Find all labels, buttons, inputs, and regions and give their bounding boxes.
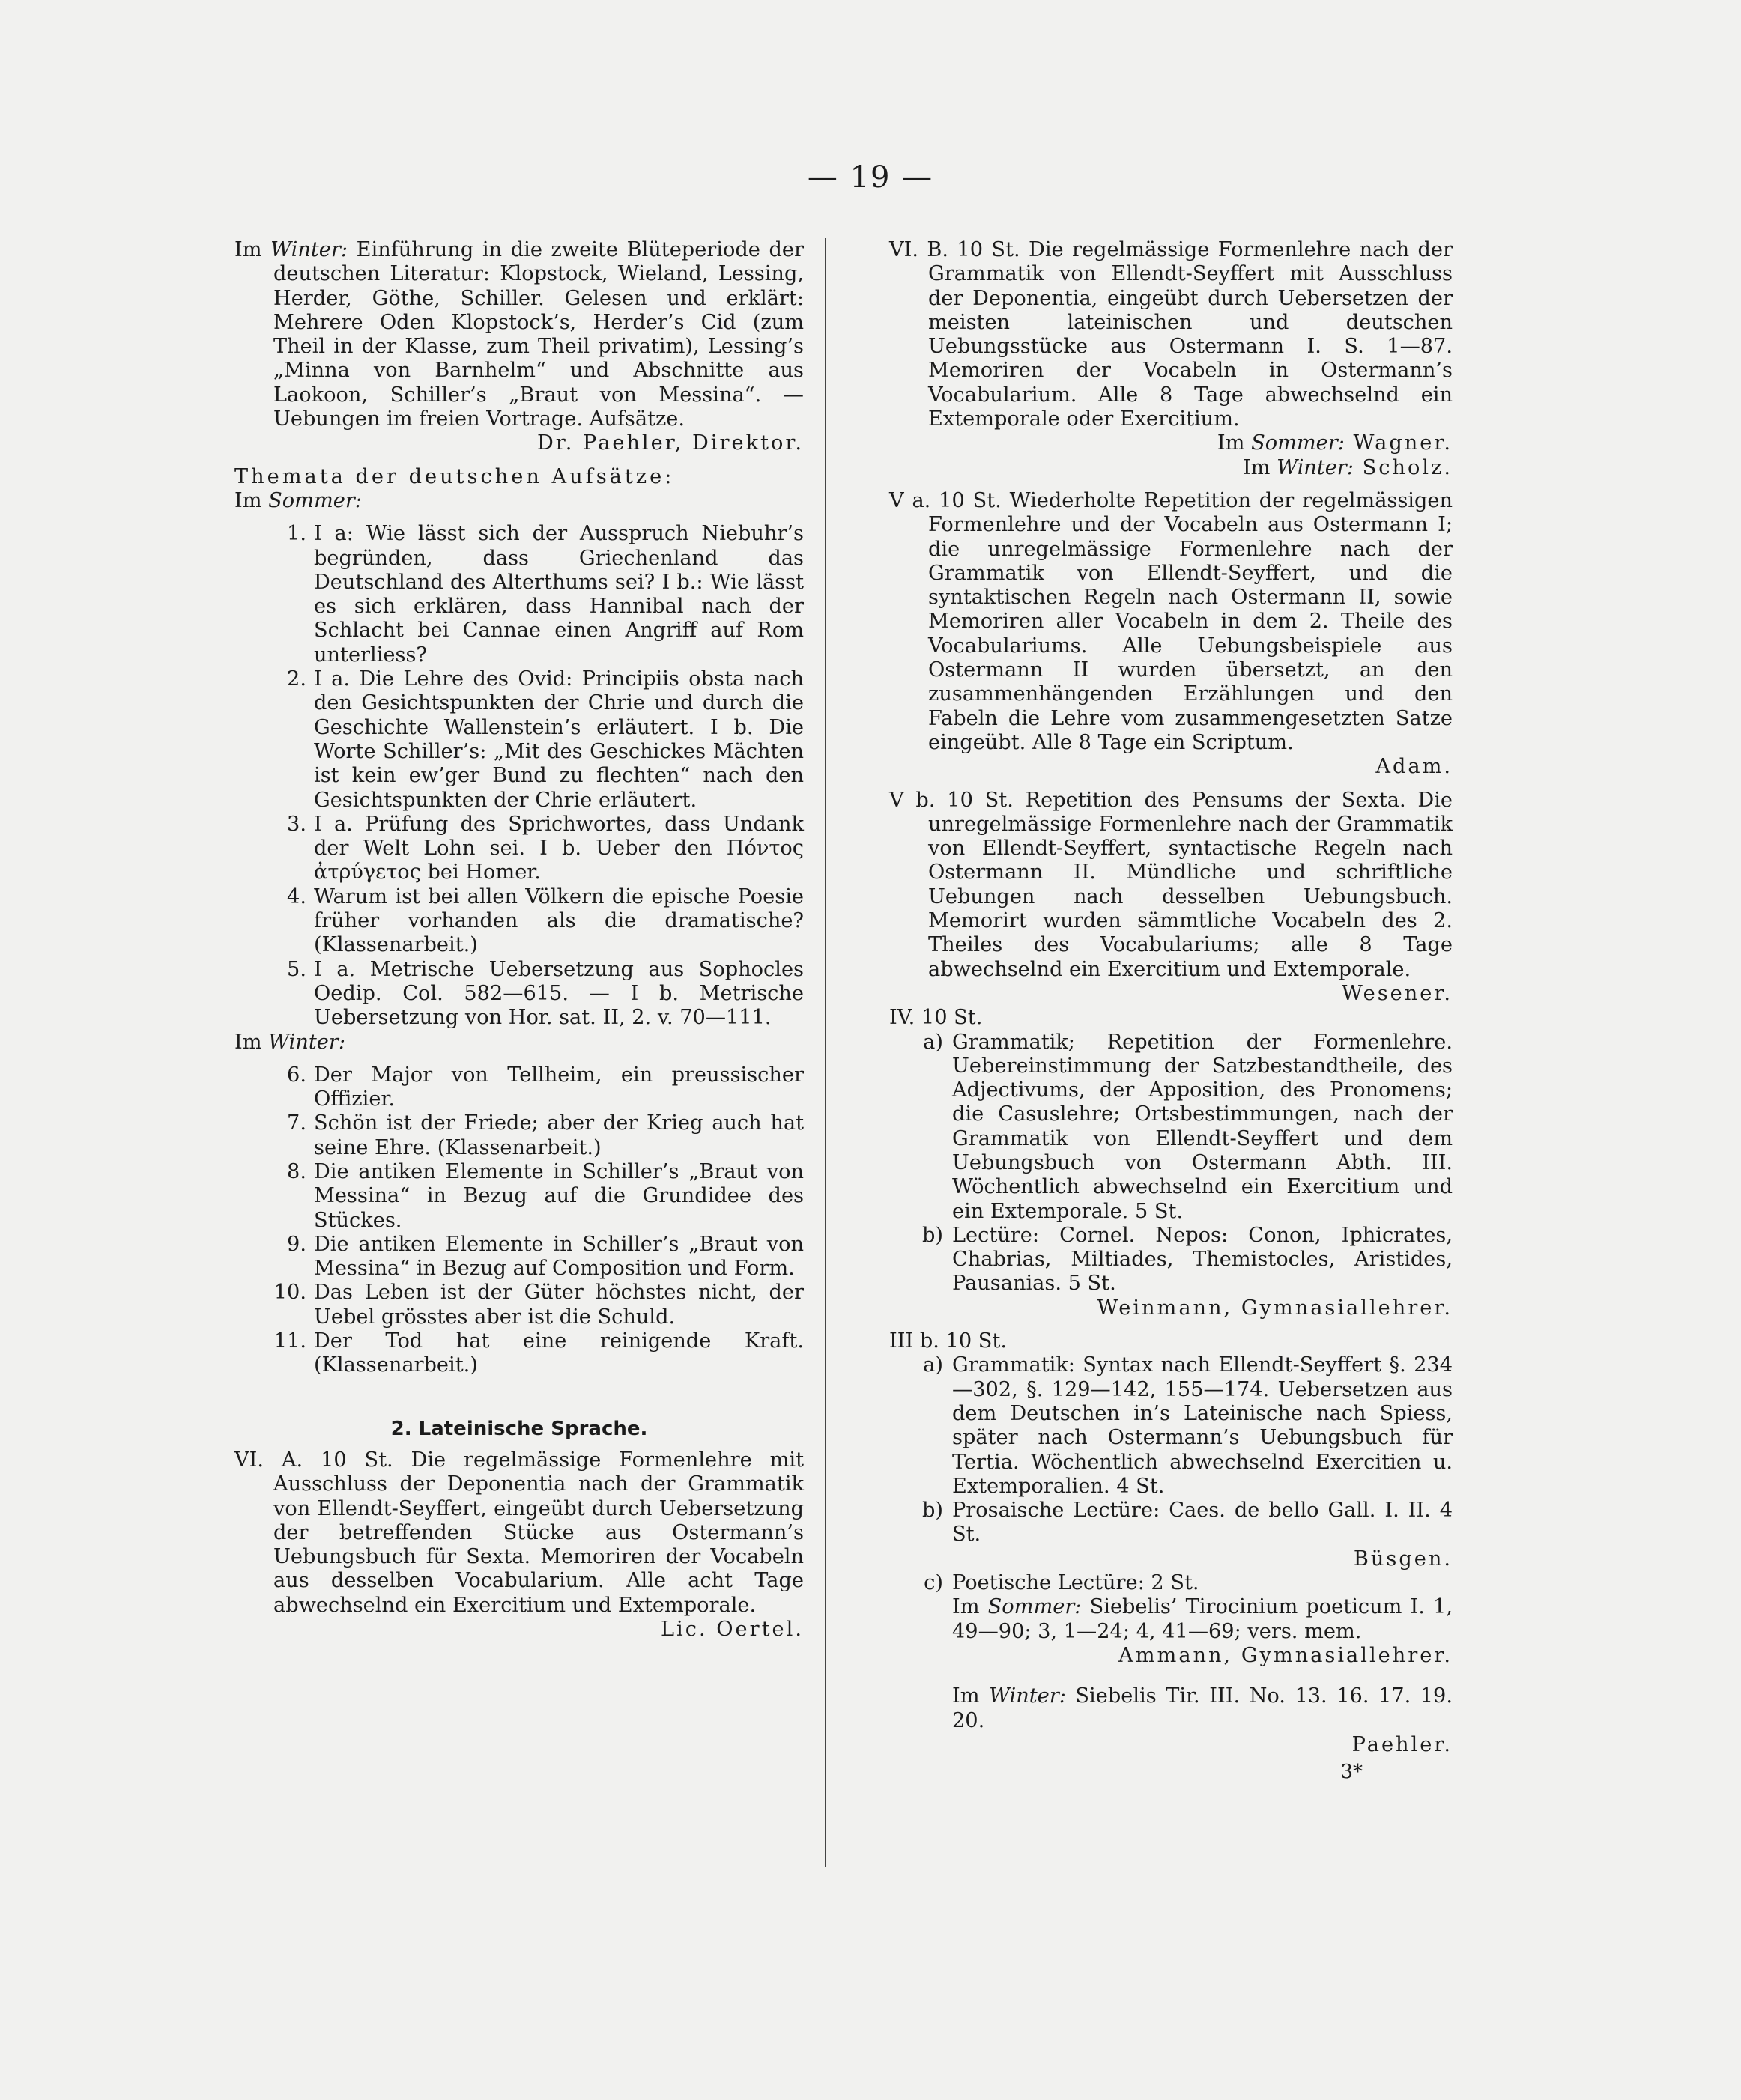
topic-number: 5. [287, 957, 306, 981]
class-iiib-c-sommer [889, 1595, 1453, 1644]
topic-item [234, 813, 804, 885]
season-label: Winter: [989, 1684, 1066, 1708]
topic-text: Das Leben ist der Güter höchstes nicht, der Uebel grösstes aber ist die Schuld. [314, 1281, 804, 1329]
topic-number: 2. [287, 667, 306, 691]
topic-number: 11. [273, 1329, 306, 1353]
class-vib-signature-winter [889, 456, 1453, 480]
item-text: Prosaische Lectüre: Caes. de bello Gall. I. II. 4 St. [952, 1499, 1453, 1547]
item-text: Lectüre: Cornel. Nepos: Conon, Iphicrates, Chabrias, Miltiades, Themistocles, Aristides, Pausanias. 5 St. [952, 1223, 1453, 1296]
class-iv-item-b [889, 1224, 1453, 1296]
season-label: Sommer: [987, 1595, 1082, 1619]
class-iiib-c-winter-signature: Paehler. [1351, 1732, 1453, 1756]
class-iiib-item-b [889, 1499, 1453, 1547]
im-word: Im [1242, 455, 1277, 479]
item-letter: a) [923, 1030, 943, 1054]
im-word: Im [234, 1030, 269, 1054]
section-title: 2. Lateinische Sprache. [390, 1417, 648, 1440]
im-word: Im [234, 238, 271, 261]
signature-mark-row [889, 1757, 1453, 1784]
topic-number: 7. [287, 1111, 306, 1135]
season-text: Siebelis Tir. III. No. 13. 16. 17. 19. 20. [952, 1684, 1453, 1732]
season-label: Sommer: [268, 488, 362, 512]
sommer-label [234, 489, 804, 513]
class-vb-signature: Wesener. [1341, 981, 1453, 1005]
winter-intro-signature: Dr. Paehler, Direktor. [536, 431, 804, 455]
season-label: Winter: [270, 238, 348, 261]
season-label: Sommer: [1251, 431, 1345, 455]
column-divider [825, 238, 826, 1867]
winter-label [234, 1031, 804, 1054]
class-iiib-item-a [889, 1353, 1453, 1499]
topic-item [234, 522, 804, 667]
topic-number: 6. [287, 1063, 306, 1087]
topic-text: I a: Wie lässt sich der Ausspruch Niebuhr’s begründen, dass Griechenland das Deutschland des Alterthums sei? I b.: Wie lässt es sich erklären, dass Hannibal nach der Schlacht bei Cannae einen Angriff auf Rom unterliess? [314, 522, 804, 667]
item-text: Grammatik: Syntax nach Ellendt-Seyffert §. 234—302, §. 129—142, 155—174. Uebersetzen aus dem Deutschen in’s Lateinische nach Spiess, später nach Ostermann’s Uebungsbuch für Tertia. Wöchentlich abwechselnd Exercitien u. Extemporalien. 4 St. [952, 1353, 1453, 1498]
right-column [889, 238, 1453, 1784]
season-label: Winter: [1277, 455, 1354, 479]
topic-item [234, 1329, 804, 1378]
class-vib-paragraph: VI. B. 10 St. Die regelmässige Formenlehre nach der Grammatik von Ellendt-Seyffert mit Ausschluss der Deponentia, eingeübt durch Uebersetzen der meisten lateinischen und deutschen Uebungsstücke aus Ostermann I. S. 1—87. Memoriren der Vocabeln in Ostermann’s Vocabularium. Alle 8 Tage abwechselnd ein Extemporale oder Exercitium. [889, 238, 1453, 431]
class-iiib-c-winter [889, 1684, 1453, 1733]
topic-text: I a. Prüfung des Sprichwortes, dass Undank der Welt Lohn sei. I b. Ueber den Πόντος ἀτρύγετος bei Homer. [314, 812, 804, 884]
topic-text: Der Major von Tellheim, ein preussischer Offizier. [314, 1063, 804, 1111]
topic-text: Der Tod hat eine reinigende Kraft. (Klassenarbeit.) [314, 1329, 804, 1377]
class-iv-heading: IV. 10 St. [889, 1006, 983, 1030]
season-text: Siebelis’ Tirocinium poeticum I. 1, 49—90; 3, 1—24; 4, 41—69; vers. mem. [952, 1595, 1453, 1643]
topic-number: 4. [287, 884, 306, 908]
page-number: — 19 — [807, 160, 934, 195]
class-iiib-item-c [889, 1571, 1453, 1595]
topic-text: Warum ist bei allen Völkern die epische Poesie früher vorhanden als die dramatische? (Klassenarbeit.) [314, 884, 804, 957]
class-va-signature: Adam. [1375, 755, 1453, 779]
im-word: Im [234, 488, 269, 512]
topic-item [234, 1063, 804, 1112]
season-label: Winter: [268, 1030, 346, 1054]
class-iiib-heading: III b. 10 St. [889, 1329, 1007, 1353]
class-iv-signature: Weinmann, Gymnasiallehrer. [1097, 1296, 1453, 1320]
topic-text: Die antiken Elemente in Schiller’s „Braut von Messina“ in Bezug auf Composition und Form. [314, 1232, 804, 1281]
class-iiib-c-sommer-signature: Ammann, Gymnasiallehrer. [1118, 1643, 1453, 1667]
topic-item [234, 667, 804, 813]
teacher-name: Scholz. [1353, 455, 1453, 479]
topic-item [234, 885, 804, 958]
topic-number: 1. [287, 522, 306, 546]
signature-mark: 3* [1340, 1760, 1363, 1783]
topic-text: I a. Die Lehre des Ovid: Principiis obsta nach den Gesichtspunkten der Chrie und durch die Geschichte Wallenstein’s erläutert. I b. Die Worte Schiller’s: „Mit des Geschickes Mächten ist kein ew’ger Bund zu flechten“ nach den Gesichtspunkten der Chrie erläutert. [314, 667, 804, 812]
class-vib-signature-sommer [889, 431, 1453, 455]
topic-item [234, 1281, 804, 1329]
winter-intro-text: Einführung in die zweite Blüteperiode der deutschen Literatur: Klopstock, Wieland, Lessing, Herder, Göthe, Schiller. Gelesen und erklärt: Mehrere Oden Klopstock’s, Herder’s Cid (zum Theil in der Klasse, zum Theil privatim), Lessing’s „Minna von Barnhelm“ und Abschnitte aus Laokoon, Schiller’s „Braut von Messina“. — Uebungen im freien Vortrage. Aufsätze. [273, 238, 804, 431]
item-text: Poetische Lectüre: 2 St. [952, 1571, 1199, 1595]
class-iiib-b-signature: Büsgen. [1353, 1547, 1453, 1571]
im-word: Im [1217, 431, 1252, 455]
topic-item [234, 958, 804, 1031]
topic-item [234, 1111, 804, 1160]
topic-number: 3. [287, 812, 306, 836]
item-text: Grammatik; Repetition der Formenlehre. Uebereinstimmung der Satzbestandtheile, des Adjectivums, der Apposition, des Pronomens; die Casuslehre; Ortsbestimmungen, nach der Grammatik von Ellendt-Seyffert und dem Uebungsbuch von Ostermann Abth. III. Wöchentlich abwechselnd ein Exercitium und ein Extemporale. 5 St. [952, 1030, 1453, 1223]
item-letter: c) [924, 1571, 943, 1595]
left-column [234, 238, 804, 1642]
topic-number: 10. [273, 1281, 306, 1305]
im-word: Im [952, 1684, 990, 1708]
teacher-name: Wagner. [1344, 431, 1453, 455]
item-letter: b) [921, 1223, 943, 1247]
topic-number: 9. [287, 1232, 306, 1256]
class-via-signature: Lic. Oertel. [661, 1618, 804, 1642]
item-letter: a) [923, 1353, 943, 1377]
topic-number: 8. [287, 1159, 306, 1183]
topic-item [234, 1160, 804, 1233]
topic-text: Die antiken Elemente in Schiller’s „Braut von Messina“ in Bezug auf die Grundidee des Stückes. [314, 1159, 804, 1232]
class-vb-paragraph: V b. 10 St. Repetition des Pensums der Sexta. Die unregelmässige Formenlehre nach der Grammatik von Ellendt-Seyffert, syntactische Regeln nach Ostermann II. Mündliche und schriftliche Uebungen nach desselben Uebungsbuch. Memorirt wurden sämmtliche Vocabeln des 2. Theiles des Vocabulariums; alle 8 Tage abwechselnd ein Exercitium und Extemporale. [889, 788, 1453, 981]
class-va-paragraph: V a. 10 St. Wiederholte Repetition der regelmässigen Formenlehre und der Vocabeln aus Ostermann I; die unregelmässige Formenlehre nach der Grammatik von Ellendt-Seyffert, und die syntaktischen Regeln nach Ostermann II, sowie Memoriren aller Vocabeln in dem 2. Theile des Vocabulariums. Alle Uebungsbeispiele aus Ostermann II wurden übersetzt, an den zusammenhängenden Erzählungen und den Fabeln die Lehre vom zusammengesetzten Satze eingeübt. Alle 8 Tage ein Scriptum. [889, 488, 1453, 754]
themata-heading: Themata der deutschen Aufsätze: [234, 464, 675, 488]
class-via-paragraph: VI. A. 10 St. Die regelmässige Formenlehre mit Ausschluss der Deponentia nach der Grammatik von Ellendt-Seyffert, eingeübt durch Uebersetzung der betreffenden Stücke aus Ostermann’s Uebungsbuch für Sexta. Memoriren der Vocabeln aus desselben Vocabularium. Alle acht Tage abwechselnd ein Exercitium und Extemporale. [234, 1448, 804, 1617]
topic-item [234, 1233, 804, 1281]
topic-text: I a. Metrische Uebersetzung aus Sophocles Oedip. Col. 582—615. — I b. Metrische Uebersetzung von Hor. sat. II, 2. v. 70—111. [314, 957, 804, 1030]
item-letter: b) [921, 1499, 943, 1523]
topic-text: Schön ist der Friede; aber der Krieg auch hat seine Ehre. (Klassenarbeit.) [314, 1111, 804, 1159]
winter-intro-paragraph [234, 238, 804, 431]
im-word: Im [952, 1595, 988, 1619]
class-iv-item-a [889, 1031, 1453, 1224]
